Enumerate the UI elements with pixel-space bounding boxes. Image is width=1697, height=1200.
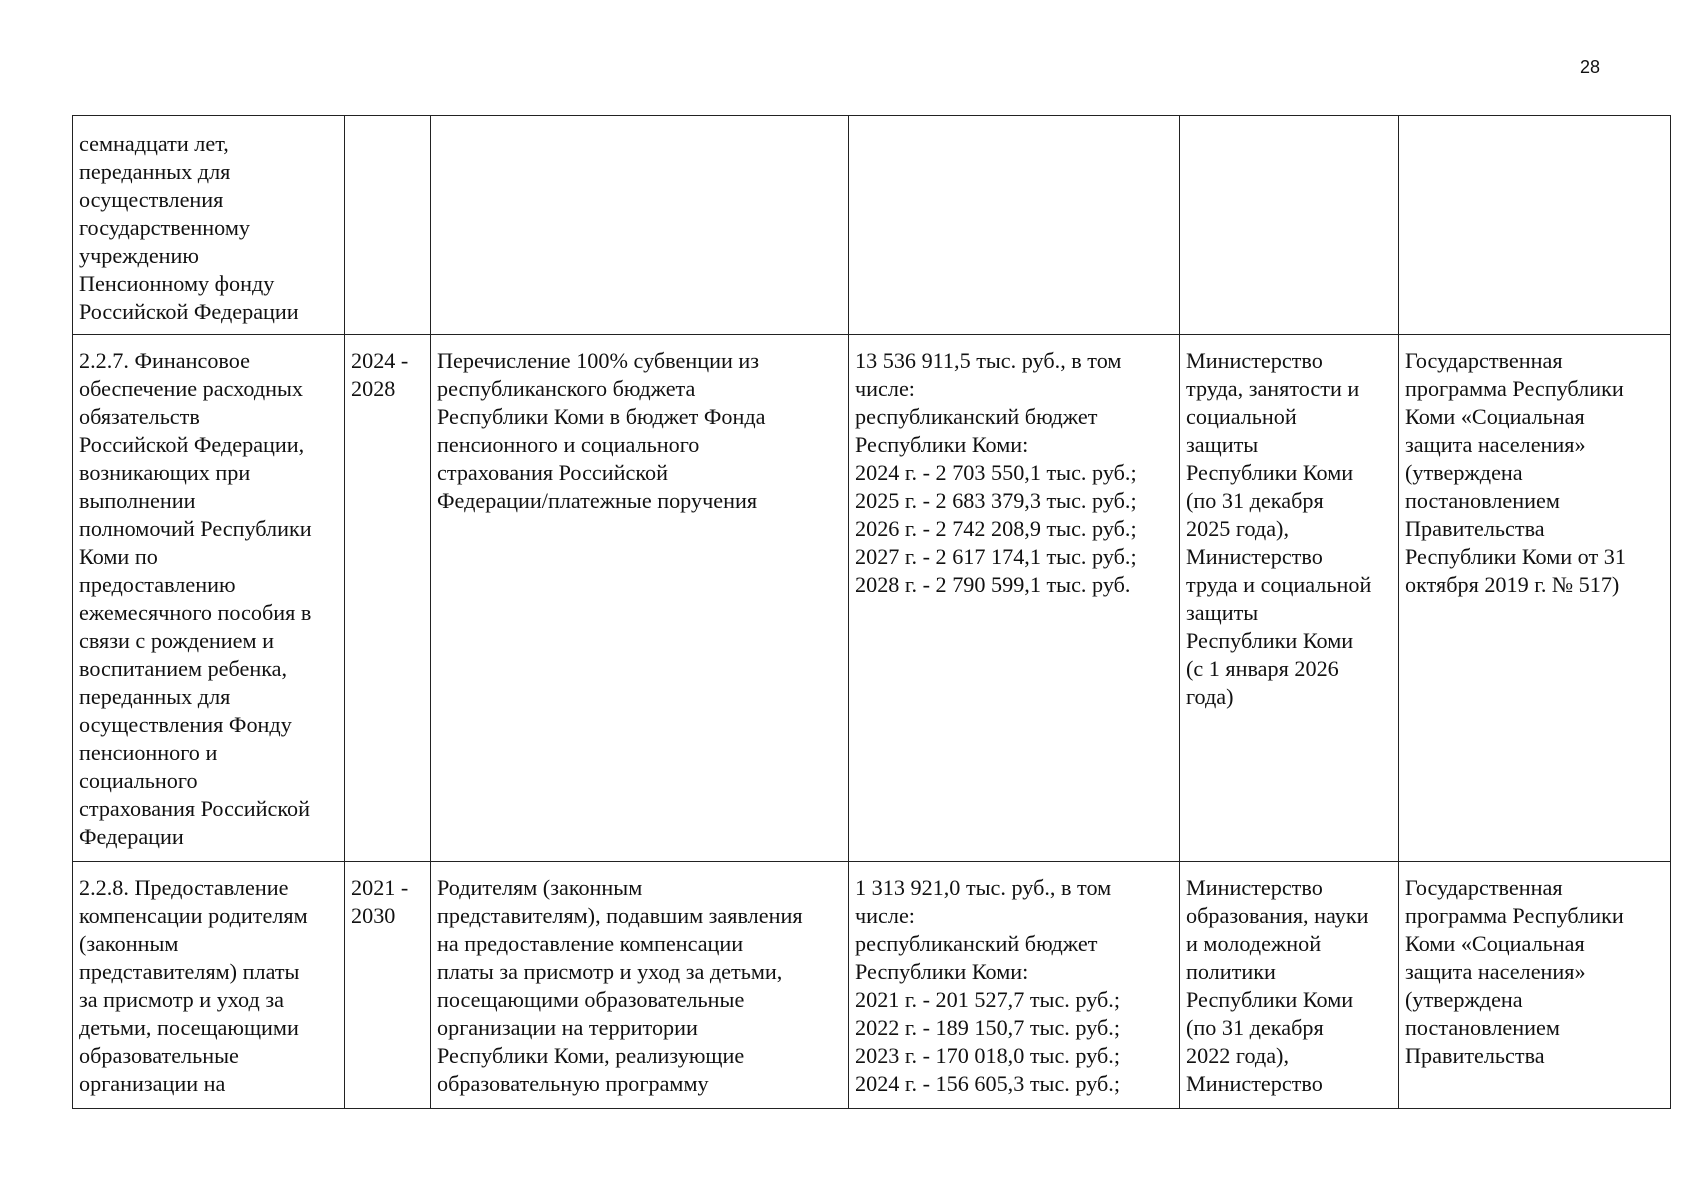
executor-cell	[1180, 335, 1399, 862]
program-text: Государственная программа Республики Коми «Социальная защита населения» (утверждена постановлением Правительства	[1405, 875, 1624, 1068]
activity-text: 2.2.8. Предоставление компенсации родителям (законным представителям) платы за присмотр и уход за детьми, посещающими образовательные организации на	[79, 875, 308, 1096]
program-cell	[1399, 862, 1671, 1109]
executor-text: Министерство образования, науки и молодежной политики Республики Коми (по 31 декабря 2022 года), Министерство	[1186, 875, 1369, 1096]
period-cell	[345, 116, 431, 335]
activity-cell	[73, 116, 345, 335]
table-row	[73, 335, 1671, 862]
description-cell	[431, 116, 849, 335]
activity-cell	[73, 862, 345, 1109]
executor-cell	[1180, 862, 1399, 1109]
funding-cell	[849, 335, 1180, 862]
funding-text: 13 536 911,5 тыс. руб., в том числе: республиканский бюджет Республики Коми: 2024 г. - 2 703 550,1 тыс. руб.; 2025 г. - 2 683 379,3 тыс. руб.; 2026 г. - 2 742 208,9 тыс. руб.; 2027 г. - 2 617 174,1 тыс. руб.; 2028 г. - 2 790 599,1 тыс. руб.	[855, 348, 1137, 597]
funding-cell	[849, 862, 1180, 1109]
description-text: Перечисление 100% субвенции из республиканского бюджета Республики Коми в бюджет Фонда пенсионного и социального страхования Российской Федерации/платежные поручения	[437, 348, 766, 513]
activity-cell	[73, 335, 345, 862]
table-row	[73, 862, 1671, 1109]
program-cell	[1399, 116, 1671, 335]
period-text: 2021 - 2030	[351, 875, 409, 928]
period-cell	[345, 862, 431, 1109]
description-cell	[431, 335, 849, 862]
activity-text: 2.2.7. Финансовое обеспечение расходных обязательств Российской Федерации, возникающих при выполнении полномочий Республики Коми по предоставлению ежемесячного пособия в связи с рождением и воспитанием ребенка, переданных для осуществления Фонду пенсионного и социального страхования Российской Федерации	[79, 348, 312, 849]
activity-text: семнадцати лет, переданных для осуществления государственному учреждению Пенсионному фонду Российской Федерации	[79, 131, 299, 324]
table-row	[73, 116, 1671, 335]
funding-cell	[849, 116, 1180, 335]
page-number: 28	[1579, 57, 1600, 77]
program-text: Государственная программа Республики Коми «Социальная защита населения» (утверждена постановлением Правительства Республики Коми от 31 октября 2019 г. № 517)	[1405, 348, 1626, 597]
executor-text: Министерство труда, занятости и социальной защиты Республики Коми (по 31 декабря 2025 года), Министерство труда и социальной защиты Республики Коми (с 1 января 2026 года)	[1186, 348, 1372, 709]
description-text: Родителям (законным представителям), подавшим заявления на предоставление компенсации платы за присмотр и уход за детьми, посещающими образовательные организации на территории Республики Коми, реализующие образовательную программу	[437, 875, 803, 1096]
description-cell	[431, 862, 849, 1109]
period-text: 2024 - 2028	[351, 348, 409, 401]
funding-text: 1 313 921,0 тыс. руб., в том числе: республиканский бюджет Республики Коми: 2021 г. - 201 527,7 тыс. руб.; 2022 г. - 189 150,7 тыс. руб.; 2023 г. - 170 018,0 тыс. руб.; 2024 г. - 156 605,3 тыс. руб.;	[855, 875, 1120, 1096]
executor-cell	[1180, 116, 1399, 335]
period-cell	[345, 335, 431, 862]
program-cell	[1399, 335, 1671, 862]
measures-table	[72, 115, 1671, 1109]
